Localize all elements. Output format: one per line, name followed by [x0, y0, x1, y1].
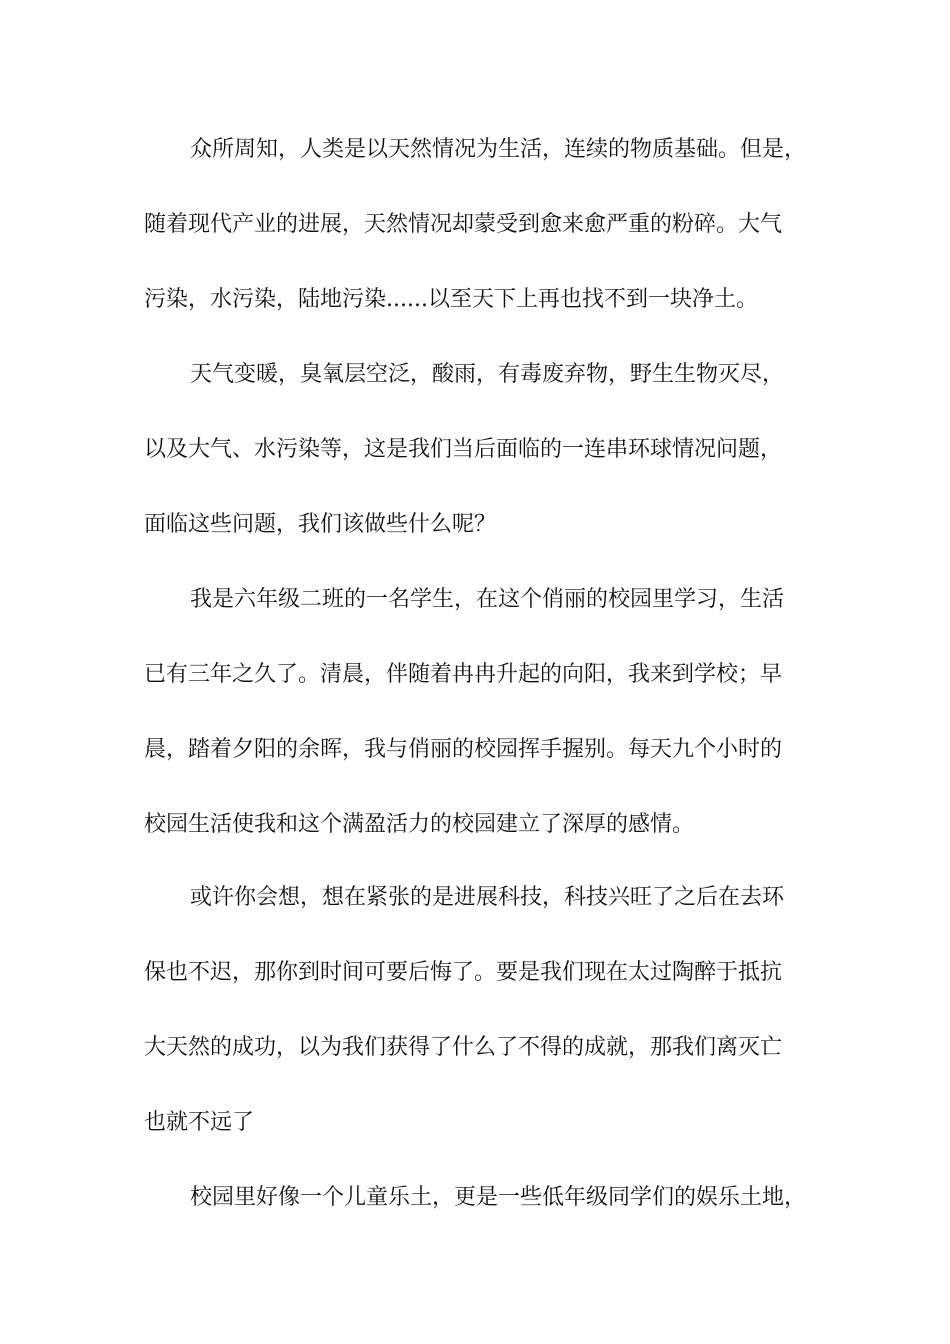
text-line: 我是六年级二班的一名学生，在这个俏丽的校园里学习，生活	[190, 587, 785, 612]
text-line: 大天然的成功，以为我们获得了什么了不得的成就，那我们离灭亡	[144, 1035, 783, 1060]
text-line: 或许你会想，想在紧张的是进展科技，科技兴旺了之后在去环	[190, 885, 785, 910]
text-line: 保也不迟，那你到时间可要后悔了。要是我们现在太过陶醉于抵抗	[144, 960, 783, 985]
text-line: 天气变暖，臭氧层空泛，酸雨，有毒废弃物，野生生物灭尽，	[190, 362, 785, 387]
text-line: 随着现代产业的进展，天然情况却蒙受到愈来愈严重的粉碎。大气	[144, 212, 783, 237]
text-line: 晨，踏着夕阳的余晖，我与俏丽的校园挥手握别。每天九个小时的	[144, 737, 783, 762]
text-line: 众所周知，人类是以天然情况为生活，连续的物质基础。但是，	[190, 137, 807, 162]
text-line: 以及大气、水污染等，这是我们当后面临的一连串环球情况问题，	[144, 437, 783, 462]
text-line: 已有三年之久了。清晨，伴随着冉冉升起的向阳，我来到学校；早	[144, 662, 783, 687]
text-line: 也就不远了	[144, 1110, 255, 1135]
text-line: 面临这些问题，我们该做些什么呢？	[144, 512, 497, 537]
text-line: 污染，水污染，陆地污染......以至天下上再也找不到一块净土。	[144, 287, 758, 312]
text-line: 校园生活使我和这个满盈活力的校园建立了深厚的感情。	[144, 812, 695, 837]
text-line: 校园里好像一个儿童乐土，更是一些低年级同学们的娱乐土地，	[190, 1185, 807, 1210]
